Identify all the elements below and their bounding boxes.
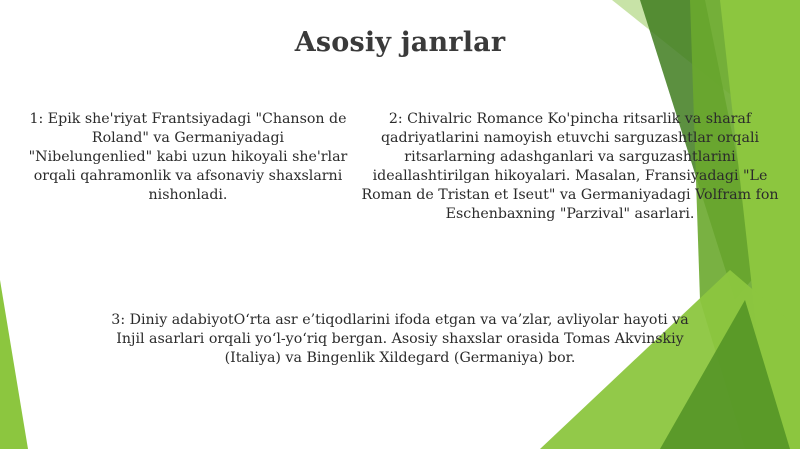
left-green-wedge: [0, 280, 28, 449]
slide-title: Asosiy janrlar: [294, 27, 506, 58]
genre-block-epic: 1: Epik she'riyat Frantsiyadagi "Chanson de Roland" va Germaniyadagi "Nibelungenlied" kabi uzun hikoyali she'rlar orqali qahramonlik va afsonaviy shaxslarni nishonladi.: [28, 111, 348, 203]
genre-block-romance: 2: Chivalric Romance Ko'pincha ritsarlik va sharaf qadriyatlarini namoyish etuvchi sarguzashtlar orqali ritsarlarning adashganlari va sarguzashtlarini ideallashtirilgan hikoyalari. Masalan, Fransiyadagi "Le Roman de Tristan et Iseut" va Germaniyadagi Volfram fon Eschenbaxning "Parzival" asarlari.: [361, 111, 779, 222]
genre-block-religious: 3: Diniy adabiyotO‘rta asr e’tiqodlarini ifoda etgan va va’zlar, avliyolar hayoti va Injil asarlari orqali yo‘l-yo‘riq bergan. Asosiy shaxslar orasida Tomas Akvinskiy (Italiya) va Bingenlik Xildegard (Germaniya) bor.: [111, 312, 689, 366]
